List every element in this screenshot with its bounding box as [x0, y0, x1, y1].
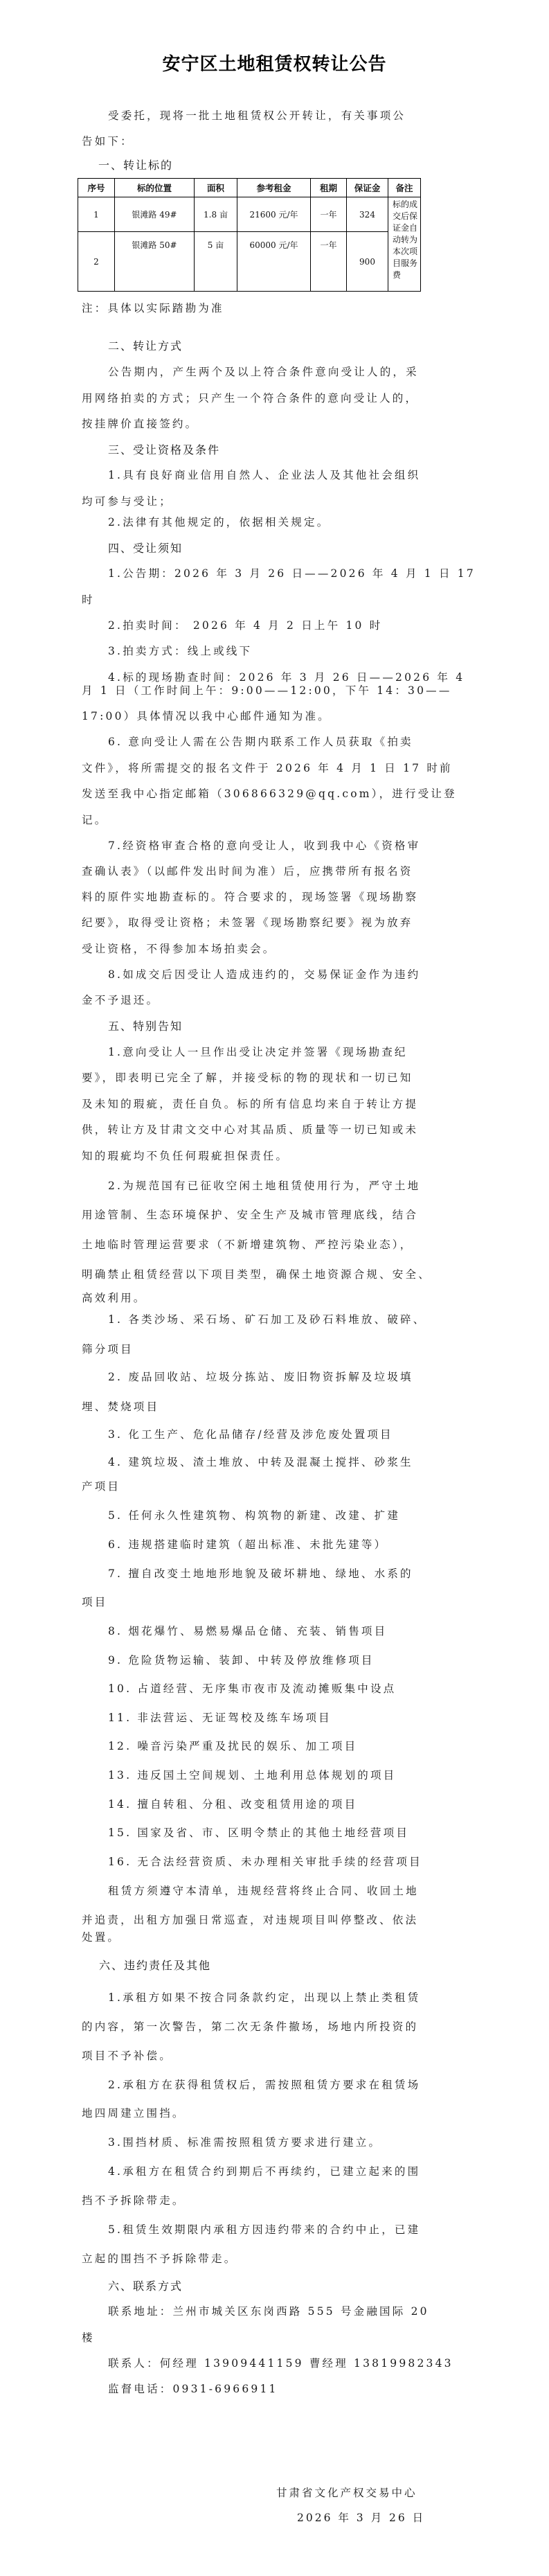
body-text: 6. 意向受让人需在公告期内联系工作人员获取《拍卖: [108, 736, 413, 748]
body-text: 1.公告期：2026 年 3 月 26 日——2026 年 4 月 1 日 17: [108, 567, 476, 580]
body-text: 1.具有良好商业信用自然人、企业法人及其他社会组织: [108, 469, 421, 481]
body-text: 土地临时管理运营要求（不新增建筑物、严控污染业态），: [82, 1238, 413, 1251]
column-header: 面积: [195, 179, 237, 197]
prohibited-item: 项目: [82, 1596, 108, 1608]
section-heading: 五、特别告知: [108, 1020, 183, 1033]
body-text: 的内容，第一次警告，第二次无条件撤场，场地内所投资的: [82, 2020, 419, 2033]
body-text: 项目不予补偿。: [82, 2050, 172, 2062]
body-text: 知的瑕疵均不负任何瑕疵担保责任。: [82, 1150, 289, 1162]
cell-remark: 标的成交后保证金自动转为本次项目服务费: [388, 197, 421, 292]
body-text: 及未知的瑕疵，责任自负。标的所有信息均来自于转让方提: [82, 1098, 419, 1110]
body-text: 并追责，出租方加强日常巡查，对违规项目叫停整改、依法: [82, 1914, 419, 1926]
body-text: 供，转让方及甘肃文交中心对其品质、质量等一切已知或未: [82, 1123, 419, 1136]
prohibited-item: 9. 危险货物运输、装卸、中转及停放维修项目: [108, 1654, 375, 1667]
body-text: 按挂牌价直接签约。: [82, 418, 199, 430]
contact-persons: 联系人：何经理 13909441159 曹经理 13819982343: [108, 2357, 453, 2370]
body-text: 高效利用。: [82, 1292, 147, 1304]
table-note: 注：具体以实际踏勘为准: [82, 302, 224, 314]
body-text: 1.承租方如果不按合同条款约定，出现以上禁止类租赁: [108, 1991, 421, 2004]
body-text: 时: [82, 594, 95, 606]
cell-no: 1: [78, 197, 115, 232]
cell-term: 一年: [311, 232, 347, 292]
cell-no: 2: [78, 232, 115, 292]
body-text: 金不予退还。: [82, 994, 160, 1006]
contact-address: 楼: [82, 2331, 95, 2344]
prohibited-item: 14. 擅自转租、分租、改变租赁用途的项目: [108, 1798, 358, 1811]
intro-text: 告如下：: [82, 135, 134, 148]
prohibited-item: 8. 烟花爆竹、易燃易爆品仓储、充装、销售项目: [108, 1625, 388, 1637]
body-text: 公告期内，产生两个及以上符合条件意向受让人的，采: [108, 366, 419, 378]
page-title: 安宁区土地租赁权转让公告: [162, 54, 387, 75]
cell-location: 银滩路 50#: [115, 232, 195, 292]
column-header: 标的位置: [115, 179, 195, 197]
column-header: 保证金: [347, 179, 388, 197]
body-text: 用途管制、生态环境保护、安全生产及城市管理底线，结合: [82, 1209, 419, 1221]
body-text: 17:00）具体情况以我中心邮件通知为准。: [82, 710, 331, 722]
contact-address: 联系地址：兰州市城关区东岗西路 555 号金融国际 20: [108, 2305, 429, 2318]
body-text: 2.为规范国有已征收空闲土地租赁使用行为，严守土地: [108, 1180, 421, 1192]
body-text: 4.标的现场勘查时间：2026 年 3 月 26 日——2026 年 4: [108, 671, 465, 684]
prohibited-item: 15. 国家及省、市、区明令禁止的其他土地经营项目: [108, 1827, 410, 1839]
cell-area: 5 亩: [195, 232, 237, 292]
supervision-phone: 监督电话：0931-6966911: [108, 2383, 278, 2395]
section-heading: 六、违约责任及其他: [99, 1959, 212, 1972]
body-text: 月 1 日（工作时间上午：9:00——12:00，下午 14：30——: [82, 684, 452, 697]
body-text: 处置。: [82, 1931, 121, 1944]
prohibited-item: 11. 非法营运、无证驾校及练车场项目: [108, 1712, 332, 1724]
section-heading: 二、转让方式: [108, 339, 183, 353]
body-text: 3.围挡材质、标准需按照租赁方要求进行建立。: [108, 2136, 382, 2149]
column-header: 序号: [78, 179, 115, 197]
signature-org: 甘肃省文化产权交易中心: [276, 2487, 417, 2499]
body-text: 均可参与受让；: [82, 495, 172, 508]
body-text: 纪要》，取得受让资格；未签署《现场勘察纪要》视为放弃: [82, 916, 413, 929]
column-header: 备注: [388, 179, 421, 197]
body-text: 地四周建立围挡。: [82, 2107, 186, 2120]
body-text: 挡不予拆除带走。: [82, 2194, 186, 2207]
cell-deposit: 324: [347, 197, 388, 232]
body-text: 立起的围挡不予拆除带走。: [82, 2253, 237, 2265]
section-heading: 三、受让资格及条件: [108, 443, 221, 456]
column-header: 租期: [311, 179, 347, 197]
body-text: 3.拍卖方式：线上或线下: [108, 645, 253, 657]
body-text: 文件》，将所需提交的报名文件于 2026 年 4 月 1 日 17 时前: [82, 762, 453, 774]
prohibited-item: 12. 噪音污染严重及扰民的娱乐、加工项目: [108, 1740, 358, 1752]
prohibited-item: 16. 无合法经营资质、未办理相关审批手续的经营项目: [108, 1856, 422, 1868]
body-text: 用网络拍卖的方式；只产生一个符合条件的意向受让人的，: [82, 392, 419, 405]
body-text: 查确认表》（以邮件发出时间为准）后，应携带所有报名资: [82, 865, 413, 878]
body-text: 5.租赁生效期限内承租方因违约带来的合约中止，已建: [108, 2223, 421, 2236]
body-text: 记。: [82, 814, 108, 826]
body-text: 租赁方须遵守本清单，违规经营将终止合同、收回土地: [108, 1885, 419, 1897]
prohibited-item: 埋、焚烧项目: [82, 1401, 160, 1413]
intro-text: 受委托，现将一批土地租赁权公开转让，有关事项公: [108, 109, 406, 122]
signature-date: 2026 年 3 月 26 日: [297, 2512, 426, 2524]
body-text: 明确禁止租赁经营以下项目类型，确保土地资源合规、安全、: [82, 1268, 431, 1281]
table-row: [78, 197, 421, 232]
column-header: 参考租金: [237, 179, 311, 197]
section-heading: 一、转让标的: [98, 159, 174, 172]
prohibited-item: 10. 占道经营、无序集市夜市及流动摊贩集中设点: [108, 1682, 397, 1695]
prohibited-item: 2. 废品回收站、垃圾分拣站、废旧物资拆解及垃圾填: [108, 1371, 413, 1383]
table-row: [78, 232, 421, 292]
prohibited-item: 产项目: [82, 1480, 121, 1493]
body-text: 2.承租方在获得租赁权后，需按照租赁方要求在租赁场: [108, 2079, 421, 2091]
section-heading: 四、受让须知: [108, 542, 183, 555]
body-text: 发送至我中心指定邮箱（306866329@qq.com），进行受让登: [82, 788, 457, 800]
body-text: 8.如成交后因受让人造成违约的，交易保证金作为违约: [108, 968, 421, 981]
table-header-row: [78, 179, 421, 197]
cell-area: 1.8 亩: [195, 197, 237, 232]
body-text: 2.法律有其他规定的，依据相关规定。: [108, 516, 330, 528]
cell-term: 一年: [311, 197, 347, 232]
body-text: 1.意向受让人一旦作出受让决定并签署《现场勘查纪: [108, 1046, 408, 1058]
prohibited-item: 3. 化工生产、危化品储存/经营及涉危废处置项目: [108, 1428, 393, 1441]
prohibited-item: 1. 各类沙场、采石场、矿石加工及砂石料堆放、破碎、: [108, 1313, 426, 1326]
body-text: 料的原件实地勘查标的。符合要求的，现场签署《现场勘察: [82, 891, 419, 903]
prohibited-item: 筛分项目: [82, 1343, 134, 1356]
body-text: 7.经资格审查合格的意向受让人，收到我中心《资格审: [108, 840, 421, 852]
prohibited-item: 6. 违规搭建临时建筑（超出标准、未批先建等）: [108, 1538, 388, 1551]
prohibited-item: 5. 任何永久性建筑物、构筑物的新建、改建、扩建: [108, 1509, 401, 1522]
body-text: 2.拍卖时间： 2026 年 4 月 2 日上午 10 时: [108, 619, 383, 632]
lots-table: [78, 178, 421, 292]
prohibited-item: 13. 违反国土空间规划、土地利用总体规划的项目: [108, 1769, 397, 1782]
cell-rent: 21600 元/年: [237, 197, 311, 232]
section-heading: 六、联系方式: [108, 2280, 183, 2293]
body-text: 要》，即表明已完全了解，并接受标的物的现状和一切已知: [82, 1072, 413, 1084]
cell-deposit: 900: [347, 232, 388, 292]
cell-location: 银滩路 49#: [115, 197, 195, 232]
cell-rent: 60000 元/年: [237, 232, 311, 292]
body-text: 受让资格，不得参加本场拍卖会。: [82, 943, 276, 955]
prohibited-item: 7. 擅自改变土地地形地貌及破坏耕地、绿地、水系的: [108, 1567, 413, 1580]
prohibited-item: 4. 建筑垃圾、渣土堆放、中转及混凝土搅拌、砂浆生: [108, 1456, 413, 1468]
body-text: 4.承租方在租赁合约到期后不再续约，已建立起来的围: [108, 2165, 421, 2178]
